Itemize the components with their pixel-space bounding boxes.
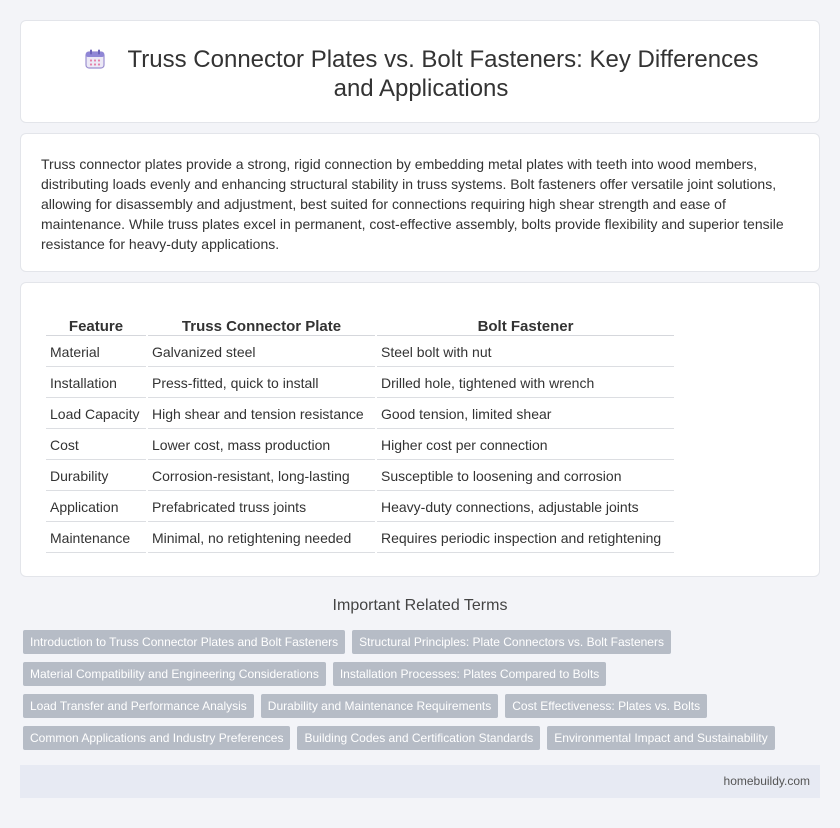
table-cell: Galvanized steel xyxy=(148,338,375,367)
related-term-tag[interactable]: Load Transfer and Performance Analysis xyxy=(23,694,254,718)
related-terms-section xyxy=(20,596,820,758)
related-term-tag[interactable]: Material Compatibility and Engineering Considerations xyxy=(23,662,326,686)
table-cell: Heavy-duty connections, adjustable joints xyxy=(377,493,674,522)
related-term-tag[interactable]: Durability and Maintenance Requirements xyxy=(261,694,498,718)
column-header: Truss Connector Plate xyxy=(148,317,375,336)
table-cell: Press-fitted, quick to install xyxy=(148,369,375,398)
table-cell: Material xyxy=(46,338,146,367)
table-cell: High shear and tension resistance xyxy=(148,400,375,429)
table-row xyxy=(46,369,674,398)
table-cell: Application xyxy=(46,493,146,522)
intro-card xyxy=(20,133,820,272)
tag-row xyxy=(23,662,820,686)
related-term-tag[interactable]: Environmental Impact and Sustainability xyxy=(547,726,774,750)
calendar-icon xyxy=(84,48,106,70)
table-row xyxy=(46,493,674,522)
table-cell: Higher cost per connection xyxy=(377,431,674,460)
table-cell: Requires periodic inspection and retightening xyxy=(377,524,674,553)
related-term-tag[interactable]: Installation Processes: Plates Compared to Bolts xyxy=(333,662,606,686)
table-cell: Prefabricated truss joints xyxy=(148,493,375,522)
comparison-table xyxy=(44,315,676,555)
related-term-tag[interactable]: Common Applications and Industry Preferences xyxy=(23,726,290,750)
table-row xyxy=(46,431,674,460)
page-title-text: Truss Connector Plates vs. Bolt Fasteners: Key Differences and Applications xyxy=(127,46,759,102)
table-cell: Steel bolt with nut xyxy=(377,338,674,367)
tag-row xyxy=(23,694,820,718)
table-row xyxy=(46,524,674,553)
table-cell: Lower cost, mass production xyxy=(148,431,375,460)
related-term-tag[interactable]: Building Codes and Certification Standards xyxy=(297,726,540,750)
table-cell: Installation xyxy=(46,369,146,398)
table-cell: Good tension, limited shear xyxy=(377,400,674,429)
table-cell: Drilled hole, tightened with wrench xyxy=(377,369,674,398)
table-cell: Maintenance xyxy=(46,524,146,553)
table-cell: Cost xyxy=(46,431,146,460)
table-cell: Durability xyxy=(46,462,146,491)
related-terms-list xyxy=(20,630,820,750)
related-terms-heading: Important Related Terms xyxy=(332,597,508,614)
table-row xyxy=(46,462,674,491)
table-cell: Corrosion-resistant, long-lasting xyxy=(148,462,375,491)
table-row xyxy=(46,338,674,367)
intro-paragraph: Truss connector plates provide a strong, rigid connection by embedding metal plates with teeth into wood members, distributing loads evenly and enhancing structural stability in truss systems. Bolt fasteners offer versatile joint solutions, allowing for disassembly and adjustment, best suited for connections requiring high shear strength and ease of maintenance. While truss plates excel in permanent, cost-effective assembly, bolts provide flexibility and superior tensile resistance for heavy-duty applications. xyxy=(41,156,784,252)
table-header-row xyxy=(46,317,674,336)
comparison-card xyxy=(20,282,820,577)
title-card xyxy=(20,20,820,123)
related-term-tag[interactable]: Cost Effectiveness: Plates vs. Bolts xyxy=(505,694,707,718)
page-title xyxy=(61,45,781,103)
tag-row xyxy=(23,630,820,654)
footer-site-link[interactable]: homebuildy.com xyxy=(723,774,810,788)
table-cell: Susceptible to loosening and corrosion xyxy=(377,462,674,491)
tag-row xyxy=(23,726,820,750)
column-header: Feature xyxy=(46,317,146,336)
related-term-tag[interactable]: Structural Principles: Plate Connectors vs. Bolt Fasteners xyxy=(352,630,671,654)
column-header: Bolt Fastener xyxy=(377,317,674,336)
footer xyxy=(20,765,820,798)
related-term-tag[interactable]: Introduction to Truss Connector Plates and Bolt Fasteners xyxy=(23,630,345,654)
table-cell: Minimal, no retightening needed xyxy=(148,524,375,553)
table-cell: Load Capacity xyxy=(46,400,146,429)
table-row xyxy=(46,400,674,429)
